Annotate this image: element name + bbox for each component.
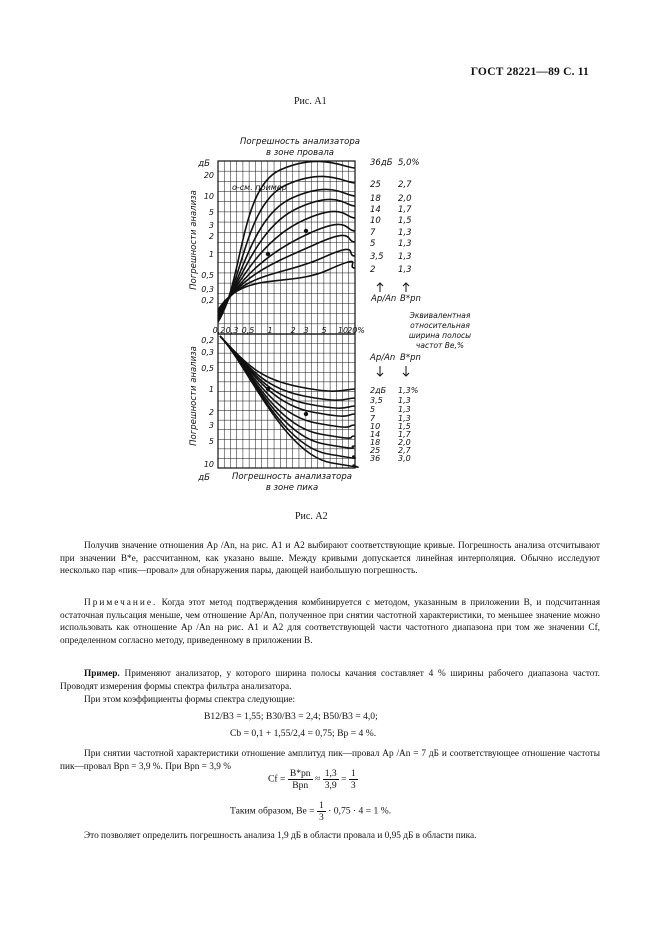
bottom-ytick: 1 <box>208 385 214 394</box>
example-point <box>266 387 270 391</box>
arrow-down-icon <box>403 366 409 376</box>
example-point <box>304 412 308 416</box>
bottom-ylabel: Погрешности анализа <box>189 346 199 446</box>
bottom-title-2: в зоне пика <box>265 483 319 493</box>
eq4-post: · 0,75 · 4 = 1 %. <box>328 805 392 817</box>
bottom-curve-label: 36 <box>370 454 381 463</box>
top-col1-header: Ap/An <box>371 294 397 304</box>
top-col2-header: B*pn <box>400 294 421 304</box>
bottom-ytick: 3 <box>208 421 214 430</box>
top-ytick: 1 <box>208 250 214 259</box>
top-title-2: в зоне провала <box>266 148 334 158</box>
equation-4 <box>230 800 391 823</box>
bottom-curve <box>220 336 355 427</box>
top-curve-value: 1,3 <box>398 228 412 238</box>
top-curve-label: 2 <box>370 265 376 275</box>
top-curve-value: 1,3 <box>398 239 412 249</box>
page-header: ГОСТ 28221—89 С. 11 <box>470 66 589 78</box>
bottom-curve-value: 1,3 <box>398 414 411 423</box>
bottom-curve-label: 5 <box>370 405 376 414</box>
eq3-frac2: $\frac{1,3}{3,9}$ <box>324 768 337 791</box>
top-curve-label: 36дБ <box>370 158 393 168</box>
figure-caption-a1: Рис. А1 <box>294 96 327 107</box>
x-tick: 0,2 <box>212 326 226 335</box>
bottom-col1-header: Ap/An <box>370 353 396 363</box>
x-tick: 1 <box>267 326 273 335</box>
x-tick: 10 <box>337 326 349 335</box>
arrow-down-icon <box>377 366 383 376</box>
top-curve-value: 2,0 <box>398 194 412 204</box>
paragraph-6: Это позволяет определить погрешность анализа 1,9 дБ в области провала и 0,95 дБ в области пика. <box>84 831 477 841</box>
top-curve-label: 3,5 <box>370 252 384 262</box>
bottom-ytick: 2 <box>208 408 214 417</box>
bottom-curve-value: 1,3% <box>398 386 419 395</box>
top-curve-value: 1,3 <box>398 252 412 262</box>
paragraph-note <box>60 597 600 647</box>
top-ytick: 3 <box>208 221 214 230</box>
bottom-curve-value: 1,5 <box>398 422 411 431</box>
paragraph-example <box>60 668 600 693</box>
bottom-curve-label: 2дБ <box>370 386 387 395</box>
bottom-curve-value: 1,3 <box>398 405 411 414</box>
bottom-curve-value: 3,0 <box>398 454 411 463</box>
side-note-line: частот Bе,% <box>415 341 465 350</box>
eq3-frac3: $\frac{1}{3}$ <box>350 768 356 791</box>
bottom-ytick: 0,2 <box>201 336 214 345</box>
bottom-curve <box>220 336 355 416</box>
note-text: Когда этот метод подтверждения комбинируется с методом, указанным в приложении В, и подсчитанная остаточная пульсация меньше, чем отношение Ap/An, полученное при снятии частотной характеристики, то меньшее значение можно использовать как отношение Ap /An на рис. А1 и А2 для соответствующей части частотного диапазона при том же значении Cf, определенном согласно методу, приведенному в приложении В. <box>60 598 600 646</box>
top-title: Погрешность анализатора <box>240 137 360 147</box>
x-tick: 3 <box>303 326 309 335</box>
top-curve-value: 1,5 <box>398 216 412 226</box>
eq3-frac1: $\frac{B*pn}{\text{Bpn}}$ <box>289 768 311 791</box>
bottom-curve-label: 14 <box>370 430 381 439</box>
paragraph-1: Получив значение отношения Ap /An, на рис. А1 и А2 выбирают соответствующие кривые. Погрешность анализа отсчитывают при значении B*e, рассчитанном, как указано выше. Между кривыми допускается линейная интерполяция. Обычно исследуют несколько пар «пик—провал» для обнаружения пары, дающей наибольшую погрешность. <box>60 541 600 577</box>
top-curve-value: 1,7 <box>398 205 412 215</box>
bottom-curve <box>220 336 358 467</box>
figure-caption-a2: Рис. А2 <box>295 511 328 522</box>
example-point <box>266 252 270 256</box>
paragraph-coeffs: При этом коэффициенты формы спектра следующие: <box>84 695 296 705</box>
side-note-line: Эквивалентная <box>409 311 471 320</box>
bottom-curve-label: 18 <box>370 438 381 447</box>
example-point <box>304 229 308 233</box>
eq4-pre: Таким образом, Be = <box>230 805 315 817</box>
bottom-curve-value: 1,7 <box>398 430 411 439</box>
curves <box>218 161 358 467</box>
x-tick: 0,5 <box>241 326 255 335</box>
top-ytick: 0,2 <box>201 296 214 305</box>
bottom-ytick: 5 <box>208 437 214 446</box>
paragraph-5: При снятии частотной характеристики отношение амплитуд пик—провал Ap /An = 7 дБ и соответствующее отношение частоты пик—провал Bpn = 3,9 %. При Bpn = 3,9 % <box>60 749 600 772</box>
top-ytick: 10 <box>203 192 214 201</box>
bottom-curve-label: 7 <box>370 414 376 423</box>
top-ytick: 2 <box>208 232 214 241</box>
x-tick: 0,3 <box>225 326 239 335</box>
top-curve-label: 14 <box>370 205 381 215</box>
bottom-curve-value: 2,0 <box>398 438 411 447</box>
top-curve-label: 25 <box>370 180 381 190</box>
arrow-up-icon <box>403 283 409 292</box>
top-curve-label: 5 <box>370 239 376 249</box>
bottom-ytick: 10 <box>203 460 214 469</box>
top-curve-value: 5,0% <box>398 158 420 168</box>
eq4-frac: $\frac{1}{3}$ <box>318 800 324 823</box>
top-ytick: 5 <box>208 208 214 217</box>
top-curve-label: 7 <box>370 228 376 238</box>
top-curve-value: 1,3 <box>398 265 412 275</box>
legend-note: о-см. пример <box>232 183 287 192</box>
side-note-line: относительная <box>410 321 470 330</box>
equation-1: B12/B3 = 1,55; B30/B3 = 2,4; B50/B3 = 4,0; <box>204 711 378 722</box>
top-unit: дБ <box>198 159 210 169</box>
example-label: Пример. <box>84 669 120 679</box>
eq3-equals: = <box>341 773 347 785</box>
equation-2: Cb = 0,1 + 1,55/2,4 = 0,75; Bp = 4 %. <box>230 728 377 739</box>
top-ytick: 20 <box>203 171 214 180</box>
top-curve-label: 18 <box>370 194 381 204</box>
x-tick: 20% <box>347 326 365 335</box>
bottom-title: Погрешность анализатора <box>232 472 352 482</box>
bottom-curve-value: 1,3 <box>398 396 411 405</box>
bottom-col2-header: B*pn <box>400 353 421 363</box>
side-note-line: ширина полосы <box>408 331 472 340</box>
x-tick: 5 <box>321 326 327 335</box>
eq3-lhs: Cf = <box>268 773 286 785</box>
top-ylabel: Погрешности анализа <box>189 190 199 290</box>
x-tick: 2 <box>290 326 296 335</box>
bottom-unit: дБ <box>198 473 210 483</box>
top-curve-label: 10 <box>370 216 381 226</box>
bottom-ytick: 0,5 <box>201 364 214 373</box>
eq3-approx: ≈ <box>315 773 321 785</box>
equation-3 <box>268 768 358 791</box>
bottom-curve-label: 10 <box>370 422 381 431</box>
example-text: Применяют анализатор, у которого ширина полосы качания составляет 4 % ширины рабочего диапазона частот. Проводят измерения формы спектра фильтра анализатора. <box>60 669 600 692</box>
bottom-curve-label: 25 <box>370 446 381 455</box>
top-ytick: 0,3 <box>201 285 214 294</box>
top-curve-value: 2,7 <box>398 180 412 190</box>
bottom-ytick: 0,3 <box>201 348 214 357</box>
arrow-up-icon <box>377 283 383 292</box>
top-ytick: 0,5 <box>201 271 214 280</box>
note-label: Примечание. <box>84 598 158 608</box>
bottom-curve-value: 2,7 <box>398 446 411 455</box>
bottom-curve-label: 3,5 <box>370 396 383 405</box>
